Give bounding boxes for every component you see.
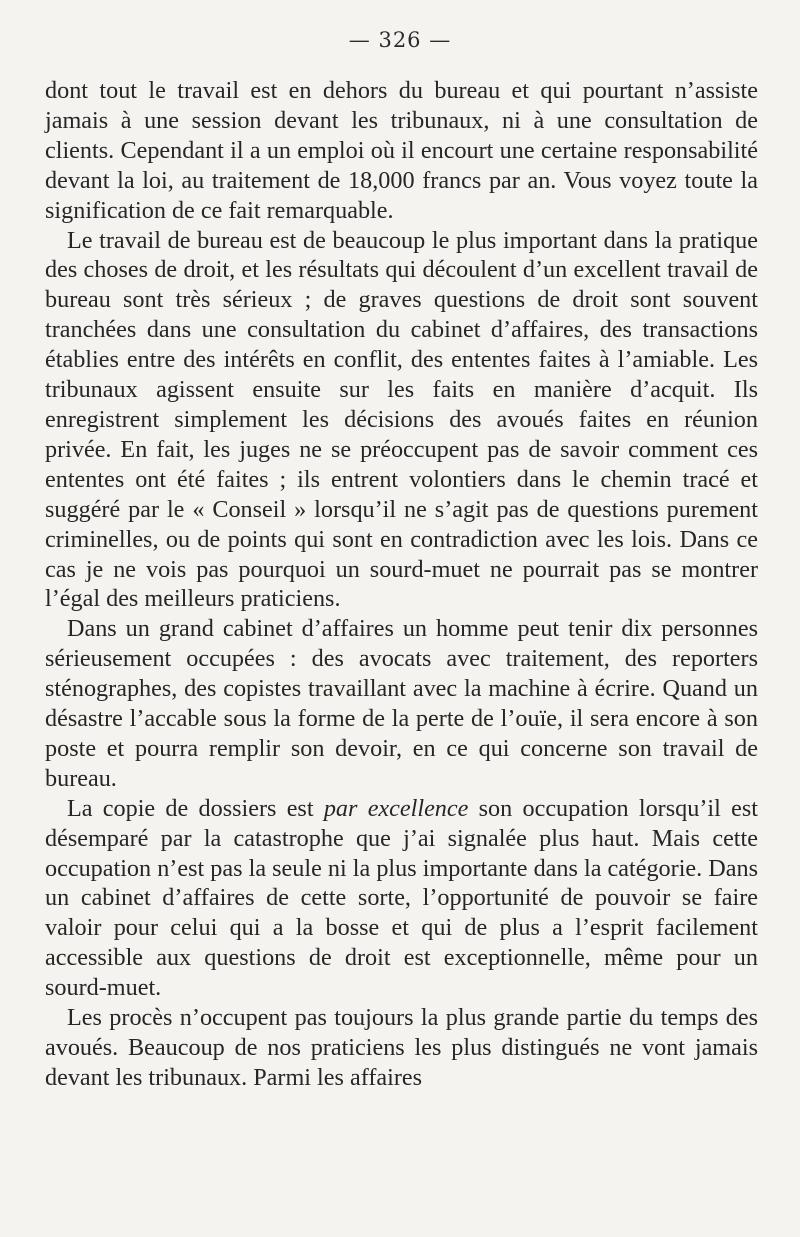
body-text (45, 76, 758, 1093)
page-number: — 326 — (348, 28, 452, 52)
paragraph-copying-files-start: La copie de dossiers est (67, 794, 324, 822)
paragraph-copying-files (45, 794, 758, 1003)
paragraph-continued: dont tout le travail est en dehors du bureau et qui pourtant n’assiste jamais à une session devant les tribunaux, ni à une consultation de clients. Cependant il a un emploi où il encourt une certaine responsabilité devant la loi, au traitement de 18,000 francs par an. Vous voyez toute la signification de ce fait remarquable. (45, 77, 758, 224)
paragraph-copying-files-end: son occupation lorsqu’il est désemparé par la catastrophe que j’ai signalée plus haut. Mais cette occupation n’est pas la seule ni la plus importante dans la catégorie. Dans un cabinet d’affaires de cette sorte, l’opportunité de pouvoir se faire valoir pour celui qui a la bosse et qui de plus a l’esprit facilement accessible aux questions de droit est exceptionnelle, même pour un sourd-muet. (45, 794, 758, 1002)
italic-phrase: par excellence (323, 794, 469, 822)
paragraph-lawsuits: Les procès n’occupent pas toujours la plus grande partie du temps des avoués. Beaucoup de nos praticiens les plus distingués ne vont jamais devant les tribunaux. Parmi les affaires (45, 1004, 758, 1091)
paragraph-office-work: Le travail de bureau est de beaucoup le plus important dans la pratique des choses de droit, et les résultats qui découlent d’un excellent travail de bureau sont très sérieux ; de graves questions de droit sont souvent tranchées dans une consultation du cabinet d’affaires, des transactions établies entre des intérêts en conflit, des ententes faites à l’amiable. Les tribunaux agissent ensuite sur les faits en manière d’acquit. Ils enregistrent simplement les décisions des avoués faites en réunion privée. En fait, les juges ne se préoccupent pas de savoir comment ces ententes ont été faites ; ils entrent volontiers dans le chemin tracé et suggéré par le « Conseil » lorsqu’il ne s’agit pas de questions purement criminelles, ou de points qui sont en contradiction avec les lois. Dans ce cas je ne vois pas pourquoi un sourd-muet ne pourrait pas se montrer l’égal des meilleurs praticiens. (45, 226, 758, 613)
paragraph-large-office: Dans un grand cabinet d’affaires un homme peut tenir dix personnes sérieusement occupées : des avocats avec traitement, des reporters sténographes, des copistes travaillant avec la machine à écrire. Quand un désastre l’accable sous la forme de la perte de l’ouïe, il sera encore à son poste et pourra remplir son devoir, en ce qui concerne son travail de bureau. (45, 615, 758, 792)
